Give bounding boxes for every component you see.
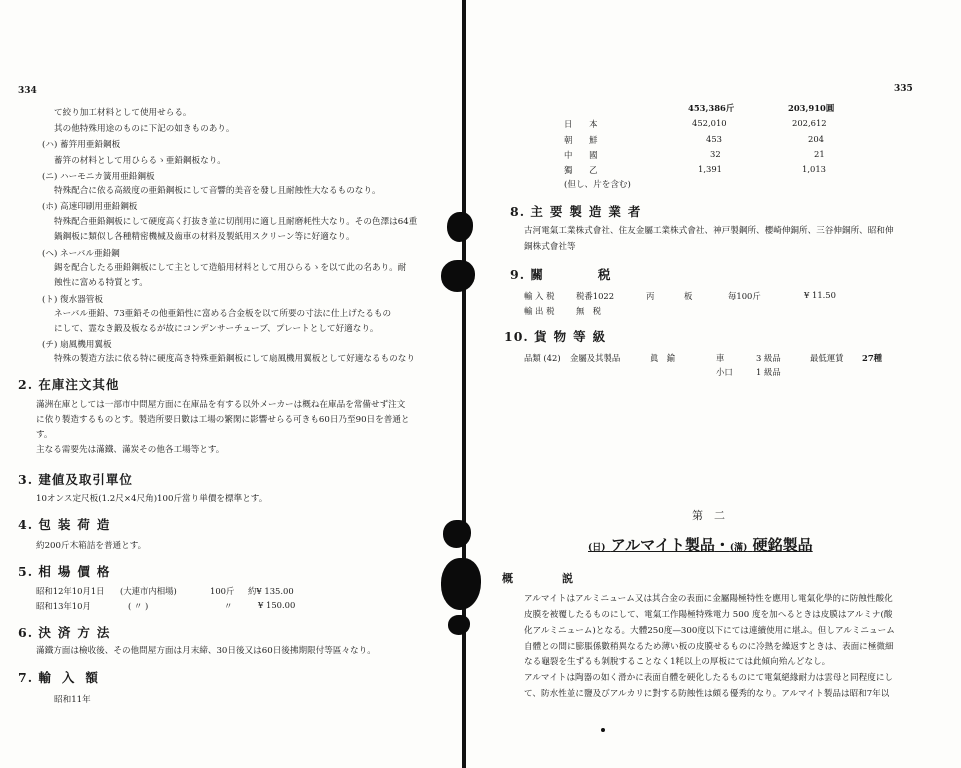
text-line: 滿洲在庫としては一部市中問屋方面に在庫品を有する以外メーカーは概ね在庫品を常備せず注文 bbox=[36, 400, 406, 410]
item-heading: (ヘ) ネーバル亜鉛鋼 bbox=[42, 249, 120, 259]
tariff-row: 輸 出 税 無 税 bbox=[524, 306, 602, 316]
item-heading: (ト) 復水器管板 bbox=[42, 295, 103, 305]
section-heading: 8. 主要製造業者 bbox=[510, 204, 648, 219]
section-heading: 5. 相場價格 bbox=[18, 564, 117, 579]
text-line: アルマイトは陶器の如く滑かに表面自體を硬化したるものにて電氣絕緣耐力は雲母と同程度にし bbox=[524, 673, 894, 683]
ink-speck bbox=[601, 728, 605, 732]
text-line: す。 bbox=[36, 430, 53, 440]
tariff-row: 輸 入 税 税番1022 丙 板 毎100斤 ¥ 11.50 bbox=[524, 290, 836, 301]
text-line: 蝕性に富める特質とす。 bbox=[54, 278, 148, 288]
text-line: アルマイトはアルミニューム又は其合金の表面に金屬陽極特性を應用し電氣化學的に防蝕性酸化 bbox=[524, 594, 893, 604]
section-heading: 9. 關 税 bbox=[510, 267, 612, 282]
section-heading: 6. 決済方法 bbox=[18, 625, 117, 640]
item-heading: (ホ) 高速印刷用亜鉛鋼板 bbox=[42, 202, 138, 212]
text-line: 約200斤木箱詰を普通とす。 bbox=[36, 541, 147, 551]
text-line: 10オンス定尺板(1.2尺×4尺角)100斤當り単價を標準とす。 bbox=[36, 494, 268, 504]
text-line: 滿鐵方面は檢收後、その他問屋方面は月末締、30日後又は60日後拂期限付等區々なり。 bbox=[36, 646, 376, 656]
page-number-left: 334 bbox=[18, 86, 37, 96]
text-line: 特殊の製造方法に依る特に硬度高き特殊亜鉛鋼板にして扇風機用翼板として好適なるものなり bbox=[54, 354, 415, 364]
text-line: 錫を配合したる亜鉛鋼板にして主として造船用材料として用ひらるゝを以て此の名あり。耐 bbox=[54, 263, 407, 273]
import-row: 獨 乙 1,391 1,013 bbox=[564, 164, 826, 175]
import-row: 中 國 32 21 bbox=[564, 149, 825, 160]
binding-mark bbox=[443, 520, 471, 548]
text-line: 主なる需要先は滿鐵、滿炭その他各工場等とす。 bbox=[36, 445, 225, 455]
text-line: 蓄笄の材料として用ひらるゝ亜鉛鋼板なり。 bbox=[54, 156, 226, 166]
book-spine bbox=[462, 0, 466, 768]
text-line: 鍋鋼板に類似し各種精密機械及齒車の材料及製紙用スクリーン等に好適なり。 bbox=[54, 232, 355, 242]
text-line: 古河電氣工業株式會社、住友金屬工業株式會社、神戸製鋼所、櫻崎伸銅所、三谷伸銅所、昭和伸 bbox=[524, 226, 894, 236]
text-line: 昭和11年 bbox=[54, 695, 91, 705]
text-line: て、防水性並に鹽及びアルカリに對する防蝕性は頗る優秀的なり。アルマイト製品は昭和7年以 bbox=[524, 689, 890, 699]
section-heading: 4. 包装荷造 bbox=[18, 517, 117, 532]
summary-heading: 概 説 bbox=[502, 572, 574, 585]
text-line: 其の他特殊用途のものに下記の如きものあり。 bbox=[54, 124, 235, 134]
price-row: 昭和12年10月1日 (大連市内相場) 100斤 約¥ 135.00 bbox=[36, 586, 294, 596]
item-heading: (ニ) ハーモニカ簧用亜鉛鋼板 bbox=[42, 172, 155, 182]
price-row: 昭和13年10月 ( 〃 ) 〃 ¥ 150.00 bbox=[36, 600, 296, 611]
text-line: て絞り加工材料として使用せらる。 bbox=[54, 108, 192, 118]
text-line: 化アルミニューム)となる。大體250度—300度以下にては連續使用に堪ふ。但しアルミニューム bbox=[524, 626, 895, 636]
right-page bbox=[468, 0, 961, 768]
freight-row: 品類 (42) 金屬及其製品 眞 鍮 車 3 級品 最低運賃 27種 bbox=[524, 353, 883, 363]
text-line: に依り製造するものとす。製造所要日數は工場の繁閑に影響せらる可きも60日乃至90日を普通と bbox=[36, 415, 410, 425]
page-number-right: 335 bbox=[894, 84, 913, 94]
section-heading: 3. 建値及取引單位 bbox=[18, 472, 133, 487]
binding-mark bbox=[448, 615, 470, 635]
left-page bbox=[0, 0, 462, 768]
item-heading: (ハ) 蓄笄用亜鉛鋼板 bbox=[42, 140, 121, 150]
text-line: 銅株式會社等 bbox=[524, 242, 576, 252]
text-line: 自體との間に膨脹係數稍異なるため薄い板の皮膜せるものに冷熱を繰返すときは、表面に極微細 bbox=[524, 642, 894, 652]
text-line: なる龜裂を生ずるも剝脫することなく1粍以上の厚板にては此傾向殆んどなし。 bbox=[524, 657, 831, 667]
chapter-number: 第 二 bbox=[692, 509, 725, 522]
section-heading: 7. 輸入額 bbox=[18, 670, 109, 685]
text-line: 皮膜を被覆したるものにして、電氣工作陽極特殊電力 500 度を加へるときは皮膜はアルミナ(酸 bbox=[524, 610, 893, 620]
text-line: 特殊配合亜鉛鋼板にして硬度高く打抜き並に切削用に適し且耐磨耗性大なり。その色澤は64重 bbox=[54, 217, 418, 227]
import-totals: 453,386斤 203,910圓 bbox=[688, 103, 835, 113]
freight-row: 小口 1 級品 bbox=[716, 367, 781, 377]
text-line: 特殊配合に依る高級度の亜鉛鋼板にして音響的美音を發し且耐蝕性大なるものなり。 bbox=[54, 186, 381, 196]
chapter-title: (日) アルマイト製品・(滿) 硬銘製品 bbox=[588, 536, 813, 554]
section-heading: 10. 貨物等級 bbox=[504, 329, 613, 344]
section-heading: 2. 在庫注文其他 bbox=[18, 377, 120, 392]
import-row: 朝 鮮 453 204 bbox=[564, 134, 824, 145]
import-note: (但し、片を含む) bbox=[564, 180, 631, 190]
text-line: ネーバル亜鉛、73亜鉛その他亜鉛性に富める合金板を以て所要の寸法に仕上げたるもの bbox=[54, 309, 392, 319]
import-row: 日 本 452,010 202,612 bbox=[564, 118, 827, 129]
item-heading: (チ) 扇風機用翼板 bbox=[42, 340, 112, 350]
text-line: にして、霊なき鍛及板なるが故にコンデンサーチューブ、プレートとして好適なり。 bbox=[54, 324, 379, 334]
